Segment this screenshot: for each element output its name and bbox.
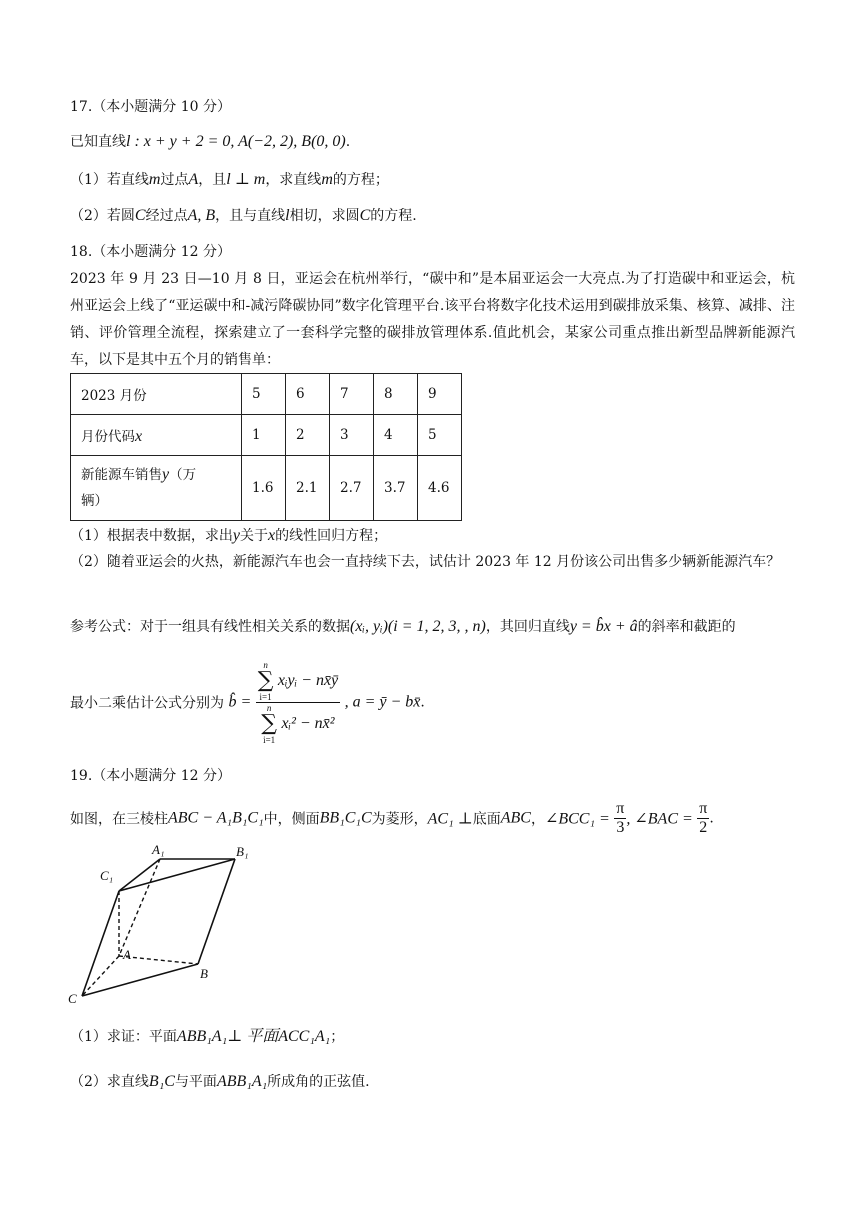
prism-figure bbox=[60, 835, 270, 1010]
q18-part1: （1）根据表中数据，求出y关于x的线性回归方程； bbox=[70, 527, 388, 544]
table-row: 月份代码x 1 2 3 4 5 bbox=[71, 415, 462, 456]
q18-least-squares: 最小二乘估计公式分别为 b̂ = n ∑ i=1 xᵢyᵢ − nx̄ȳ n ∑ i=1 xᵢ² − nx̄² , a = ȳ − bx̄. bbox=[70, 660, 425, 745]
sales-table bbox=[70, 373, 462, 521]
row3-label: 新能源车销售y（万 辆） bbox=[71, 456, 242, 521]
q19-intro: 如图，在三棱柱ABC − A₁B₁C₁中，侧面BB₁C₁C为菱形，AC₁ ⊥底面ABC，∠BCC₁ = $\frac{\pi}{3}$ , ∠BAC = $\frac{\pi}{2}$ . bbox=[70, 800, 714, 836]
table-row: 2023 月份 5 6 7 8 9 bbox=[71, 374, 462, 415]
q18-heading: 18.（本小题满分 12 分） bbox=[70, 244, 231, 260]
q18-intro: 2023 年 9 月 23 日—10 月 8 日，亚运会在杭州举行，“碳中和”是本届亚运会一大亮点.为了打造碳中和亚运会，杭州亚运会上线了“亚运碳中和-减污降碳协同”数字化管理平台.该平台将数字化技术运用到碳排放采集、核算、减排、注销、评价管理全流程，探索建立了一套科学完整的碳排放管理体系.值此机会，某家公司重点推出新型品牌新能源汽车，以下是其中五个月的销售单： bbox=[70, 271, 795, 368]
edge-a1-a-dashed bbox=[119, 859, 160, 956]
label-b: B bbox=[200, 966, 208, 981]
q19-part2: （2）求直线B₁C与平面ABB₁A₁所成角的正弦值. bbox=[70, 1073, 370, 1090]
least-squares-fraction: n ∑ i=1 xᵢyᵢ − nx̄ȳ n ∑ i=1 xᵢ² − nx̄² bbox=[257, 660, 339, 745]
label-c: C bbox=[68, 991, 77, 1006]
edge-b1-b bbox=[198, 859, 235, 964]
edge-c1-c bbox=[82, 891, 119, 996]
q18-part2: （2）随着亚运会的火热，新能源汽车也会一直持续下去，试估计 2023 年 12 月份该公司出售多少辆新能源汽车？ bbox=[70, 554, 781, 570]
q17-part1: （1）若直线m过点A，且l ⊥ m，求直线m的方程； bbox=[70, 171, 389, 188]
q19-heading: 19.（本小题满分 12 分） bbox=[70, 768, 231, 784]
q17-part2: （2）若圆C经过点A, B，且与直线l相切，求圆C的方程. bbox=[70, 207, 417, 224]
label-a1: A₁ bbox=[152, 842, 165, 857]
edge-a-c-dashed bbox=[82, 956, 119, 996]
q18-reference: 参考公式：对于一组具有线性相关关系的数据(xᵢ, yᵢ)(i = 1, 2, 3, , n)，其回归直线y = b̂x + â的斜率和截距的 bbox=[70, 618, 736, 635]
q17-intro-formula: l : x + y + 2 = 0, A(−2, 2), B(0, 0) bbox=[126, 133, 346, 150]
row2-label: 月份代码x bbox=[71, 415, 242, 456]
q19-part1: （1）求证：平面ABB₁A₁⊥ 平面ACC₁A₁； bbox=[70, 1028, 345, 1045]
q17-intro: 已知直线l : x + y + 2 = 0, A(−2, 2), B(0, 0). bbox=[70, 133, 351, 150]
edge-c-b bbox=[82, 964, 198, 996]
row1-label: 2023 月份 bbox=[71, 374, 242, 415]
q17-heading: 17.（本小题满分 10 分） bbox=[70, 99, 231, 115]
edge-c1-b1 bbox=[119, 859, 235, 891]
label-a: A bbox=[123, 947, 131, 962]
table-row: 新能源车销售y（万 辆） 1.6 2.1 2.7 3.7 4.6 bbox=[71, 456, 462, 521]
label-b1: B₁ bbox=[236, 844, 249, 859]
label-c1: C₁ bbox=[100, 868, 114, 883]
